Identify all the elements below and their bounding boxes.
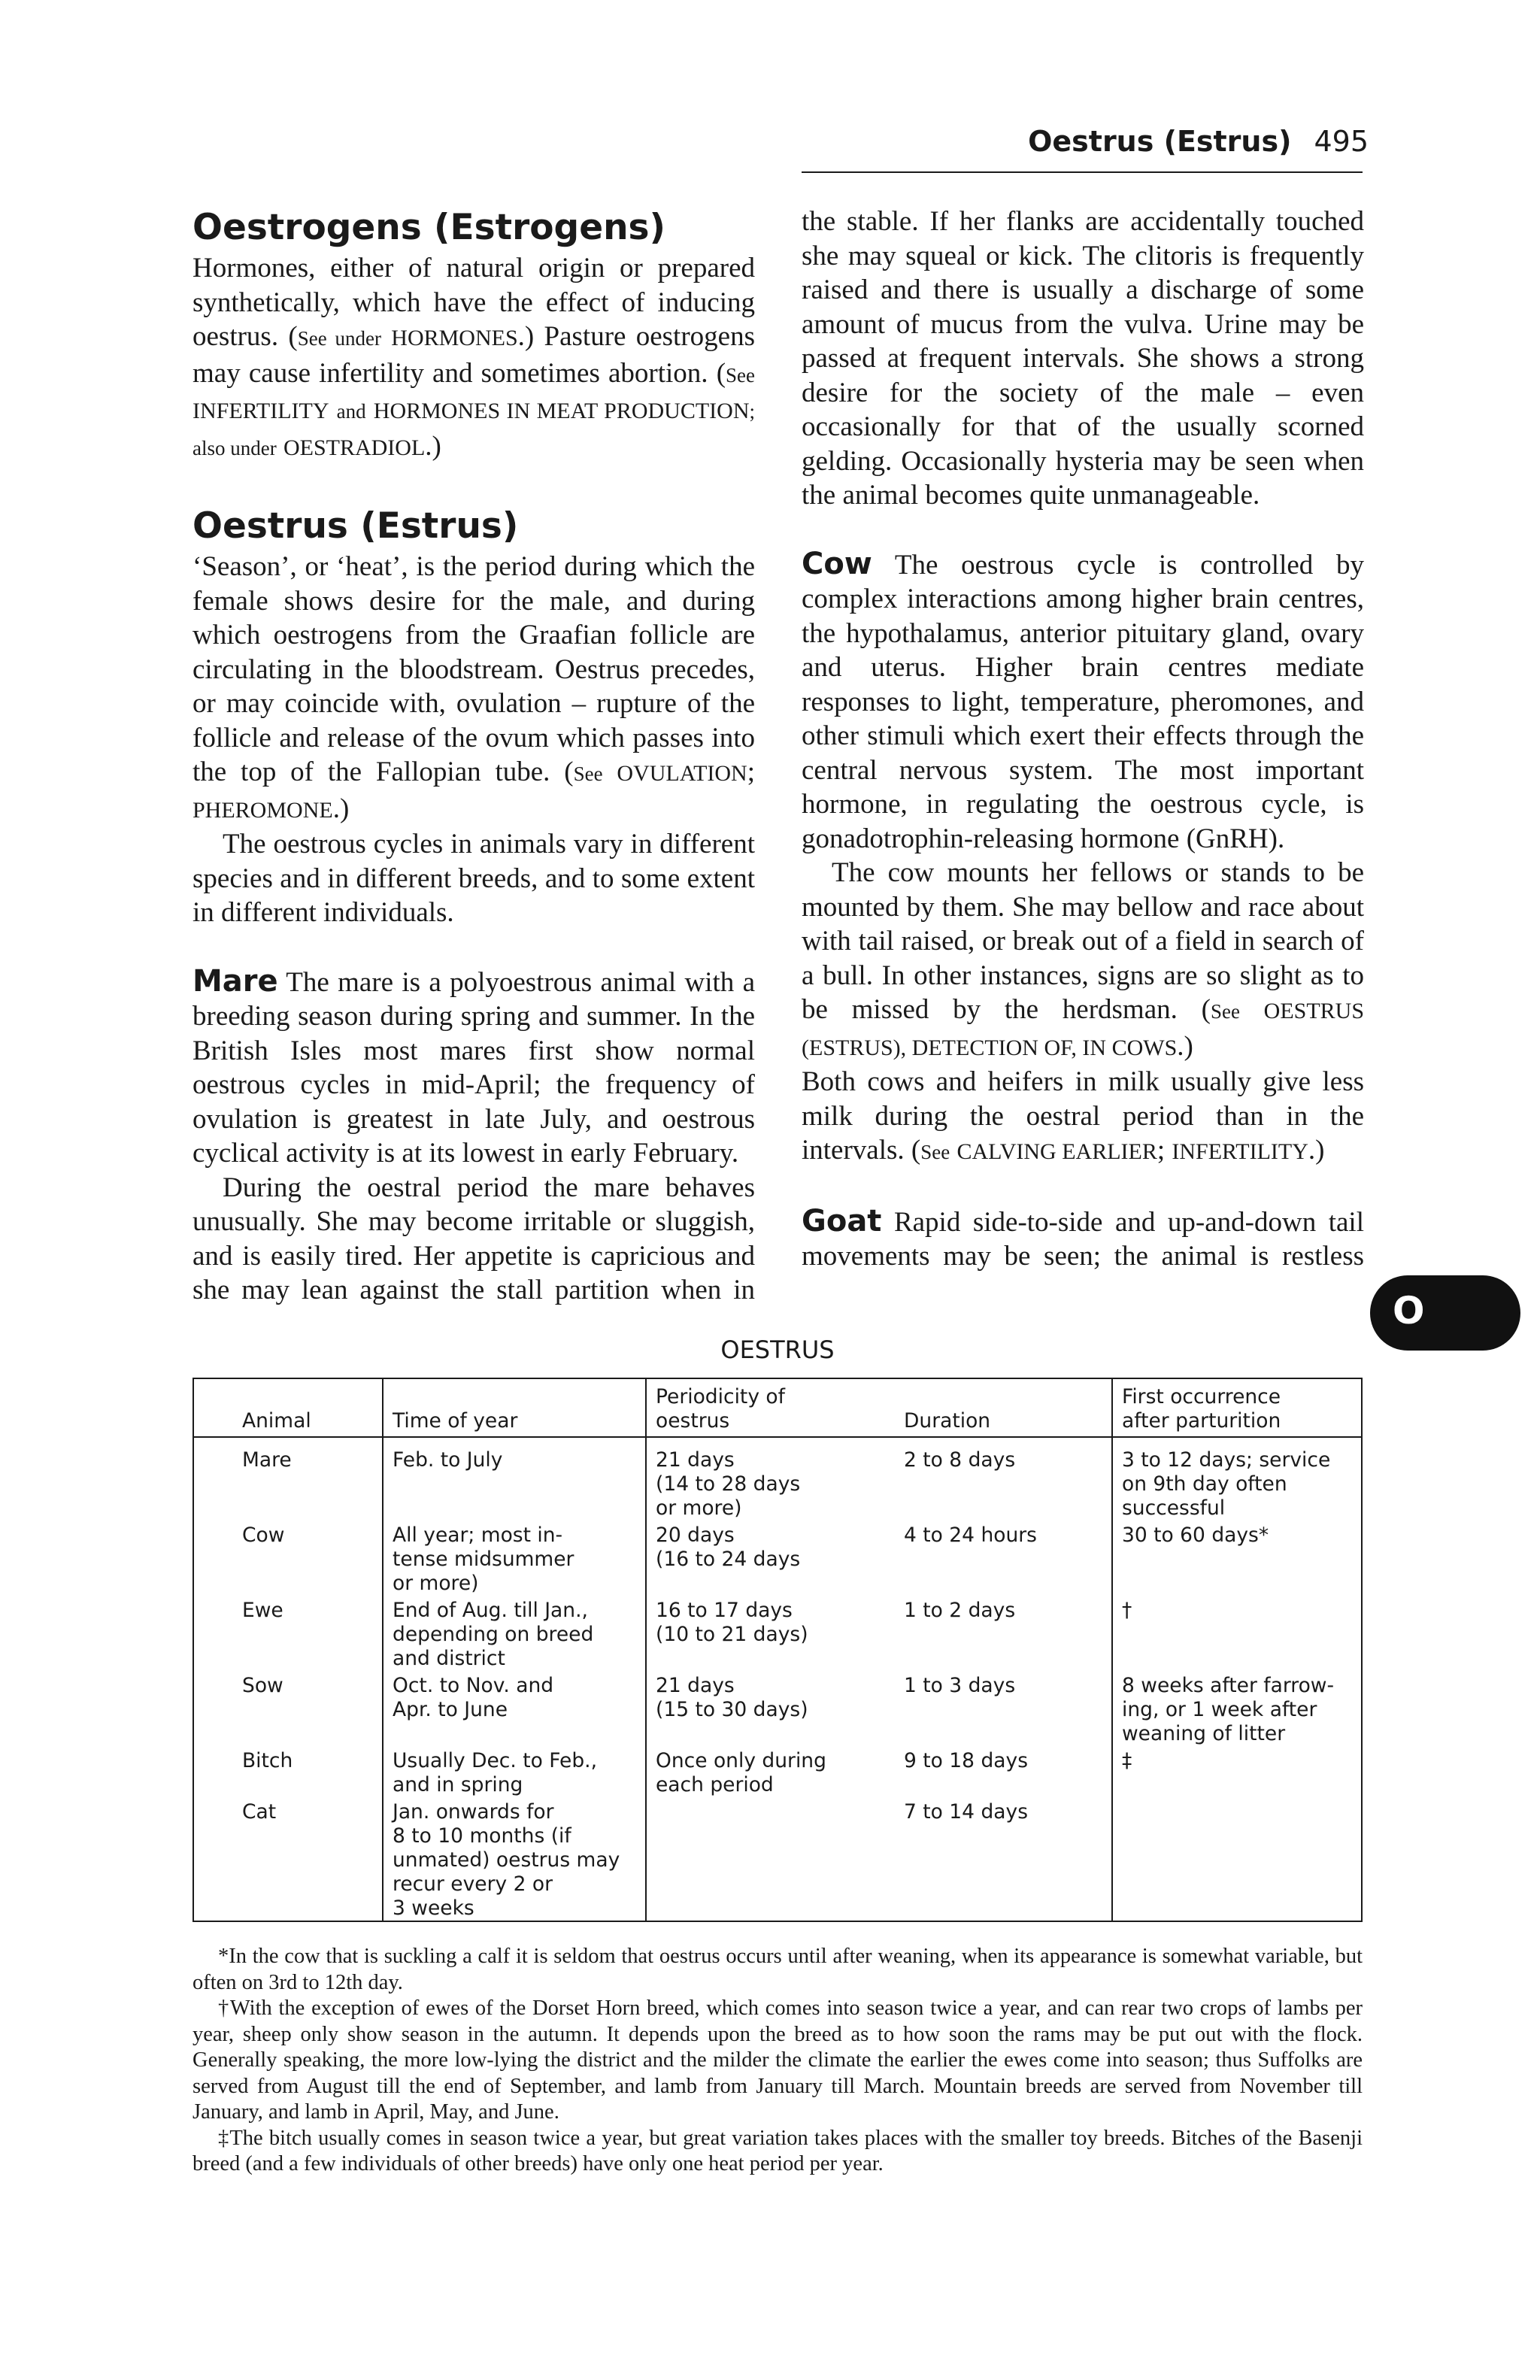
mare-paragraph-1: Mare The mare is a polyoestrous animal with a breeding season during spring and summer. In the British Isles most mares first show normal oestrous cycles in mid-April; the frequency of ovulation is greatest in late July, and oestrous cyclical activity is at its lowest in early February.	[192, 963, 755, 1169]
subhead-goat: Goat	[802, 1203, 882, 1239]
thumb-index-tab	[1370, 1275, 1520, 1351]
table-row	[193, 1746, 1362, 1797]
table-cell: 1 to 2 days	[904, 1599, 1016, 1622]
oestrus-paragraph-1: ‘Season’, or ‘heat’, is the period during which the female shows desire for the male, and during which oestrogens from the Graafian follicle are circulating in the bloodstream. Oestrus precedes, or may coincide with, ovulation – rupture of the follicle and release of the ovum which passes into the top of the Fallopian tube. (See OVULATION; PHEROMONE.)	[192, 551, 755, 824]
table-row	[193, 1671, 1362, 1746]
table-cell: Feb. to July	[383, 1437, 646, 1520]
table-cell: 9 to 18 days	[904, 1749, 1029, 1772]
table-cell: 4 to 24 hours	[904, 1524, 1037, 1547]
table-cell: Once only during each period	[646, 1746, 895, 1797]
cross-reference: INFERTILITY	[1172, 1139, 1308, 1164]
subhead-cow: Cow	[802, 546, 872, 581]
table-cell: Ewe	[242, 1599, 283, 1622]
table-cell: 20 days (16 to 24 days	[646, 1520, 895, 1596]
footnote-double-dagger: ‡The bitch usually comes in season twice a year, but great variation takes places with the smaller toy breeds. Bitches of the Basenji breed (and a few individuals of other breeds) have only one heat period per year.	[192, 2126, 1363, 2175]
table-cell: Cat	[242, 1800, 277, 1824]
cross-reference: OESTRUS (ESTRUS), DETECTION OF, IN COWS	[802, 999, 1365, 1060]
table-row	[193, 1797, 1362, 1921]
table-title: OESTRUS	[720, 1336, 835, 1364]
table-cell: 1 to 3 days	[904, 1674, 1016, 1697]
table-cell: †	[1112, 1596, 1362, 1671]
cow-paragraph-2: The cow mounts her fellows or stands to be mounted by them. She may bellow and race about with tail raised, or break out of a field in search of a bull. In other instances, signs are so slight as to be missed by the herdsman. (See OESTRUS (ESTRUS), DETECTION OF, IN COWS.)	[802, 857, 1365, 1062]
cross-reference: HORMONES IN MEAT PRODUCTION	[373, 399, 750, 423]
cross-reference: PHEROMONE	[192, 797, 333, 823]
column-header-duration: Duration	[895, 1378, 1112, 1437]
table-cell: 16 to 17 days (10 to 21 days)	[646, 1596, 895, 1671]
table-cell: 30 to 60 days*	[1112, 1520, 1362, 1596]
table-cell: Usually Dec. to Feb., and in spring	[383, 1746, 646, 1797]
table-cell: Mare	[242, 1448, 292, 1472]
table-footnotes	[192, 1944, 1363, 2178]
mare-paragraph-2-start: During the oestral period the mare behaves unusually. She may become irritable or sluggish, and is easily tired. Her appetite is capricious and she may lean against the stall partition when in	[192, 1172, 755, 1305]
table-cell	[646, 1797, 895, 1921]
table-cell: 8 weeks after farrow- ing, or 1 week after weaning of litter	[1112, 1671, 1362, 1746]
column-header-time-of-year: Time of year	[383, 1378, 646, 1437]
table-cell: 21 days (14 to 28 days or more)	[646, 1437, 895, 1520]
cross-reference: CALVING EARLIER	[956, 1139, 1157, 1164]
table-cell: End of Aug. till Jan., depending on breed and district	[383, 1596, 646, 1671]
table-cell: 3 to 12 days; service on 9th day often successful	[1112, 1437, 1362, 1520]
entry-title-oestrogens: Oestrogens (Estrogens)	[192, 207, 665, 248]
footnote-dagger: †With the exception of ewes of the Dorset Horn breed, which comes into season twice a year, and can rear two crops of lambs per year, sheep only show season in the autumn. It depends upon the breed as to how soon the rams may be put out with the flock. Generally speaking, the more low-lying the district and the milder the climate the earlier the ewes come into season; thus Suffolks are served from August till the end of September, and lamb from January till March. Mountain breeds are served from November till January, and lamb in April, May, and June.	[192, 1996, 1363, 2124]
page-number: 495	[1314, 125, 1369, 158]
table-cell: 7 to 14 days	[904, 1800, 1029, 1824]
table-cell: Jan. onwards for 8 to 10 months (if unmated) oestrus may recur every 2 or 3 weeks	[383, 1797, 646, 1921]
header-rule	[802, 171, 1363, 173]
entry-body-oestrogens: Hormones, either of natural origin or prepared synthetically, which have the effect of inducing oestrus. (See under HORMONES.) Pasture oestrogens may cause infertility and sometimes abortion. (See INFERTILITY and HORMONES IN MEAT PRODUCTION; also under OESTRADIOL.)	[192, 253, 755, 462]
table-row	[193, 1520, 1362, 1596]
table-cell: Bitch	[242, 1749, 293, 1772]
oestrus-paragraph-2: The oestrous cycles in animals vary in different species and in different breeds, and to some extent in different individuals.	[192, 829, 755, 928]
oestrus-table	[192, 1378, 1363, 1922]
table-cell	[1112, 1797, 1362, 1921]
subhead-mare: Mare	[192, 963, 278, 999]
table-cell: ‡	[1112, 1746, 1362, 1797]
goat-paragraph-1: Goat Rapid side-to-side and up-and-down tail movements may be seen; the animal is restless	[802, 1203, 1364, 1272]
column-header-first-occurrence: First occurrence after parturition	[1112, 1378, 1362, 1437]
table-row	[193, 1437, 1362, 1520]
table-cell: 21 days (15 to 30 days)	[646, 1671, 895, 1746]
mare-paragraph-2-end: the stable. If her flanks are accidentally touched she may squeal or kick. The clitoris is frequently raised and there is usually a discharge of some amount of mucus from the vulva. Urine may be passed at frequent intervals. She shows a strong desire for the society of the male – even occasionally for that of the usually scorned gelding. Occasionally hysteria may be seen when the animal becomes quite unmanageable.	[802, 206, 1364, 511]
entry-title-oestrus: Oestrus (Estrus)	[192, 505, 519, 547]
running-title: Oestrus (Estrus)	[1028, 125, 1292, 158]
table-row	[193, 1596, 1362, 1671]
cross-reference: OVULATION	[617, 761, 747, 786]
thumb-index-letter: O	[1393, 1289, 1425, 1332]
running-head	[1028, 125, 1369, 158]
table-cell: All year; most in- tense midsummer or more)	[383, 1520, 646, 1596]
table-cell: Sow	[242, 1674, 283, 1697]
table-cell: 2 to 8 days	[904, 1448, 1016, 1472]
cow-paragraph-3: Both cows and heifers in milk usually give less milk during the oestral period than in the intervals. (See CALVING EARLIER; INFERTILITY.)	[802, 1066, 1364, 1166]
left-column	[192, 205, 755, 1308]
table-cell: Cow	[242, 1524, 285, 1547]
cross-reference: HORMONES	[391, 326, 518, 350]
table-header-row	[193, 1378, 1362, 1437]
footnote-asterisk: *In the cow that is suckling a calf it is seldom that oestrus occurs until after weaning, when its appearance is somewhat variable, but often on 3rd to 12th day.	[192, 1945, 1363, 1994]
column-header-animal: Animal	[193, 1378, 383, 1437]
table-cell: Oct. to Nov. and Apr. to June	[383, 1671, 646, 1746]
right-column	[802, 205, 1364, 1274]
cow-paragraph-1: Cow The oestrous cycle is controlled by complex interactions among higher brain centres, the hypothalamus, anterior pituitary gland, ovary and uterus. Higher brain centres mediate responses to light, temperature, pheromones, and other stimuli which exert their effects through the central nervous system. The most important hormone, in regulating the oestrous cycle, is gonadotrophin-releasing hormone (GnRH).	[802, 546, 1364, 854]
column-header-periodicity: Periodicity of oestrus	[646, 1378, 895, 1437]
cross-reference: INFERTILITY	[192, 399, 329, 423]
cross-reference: OESTRADIOL	[283, 435, 426, 460]
